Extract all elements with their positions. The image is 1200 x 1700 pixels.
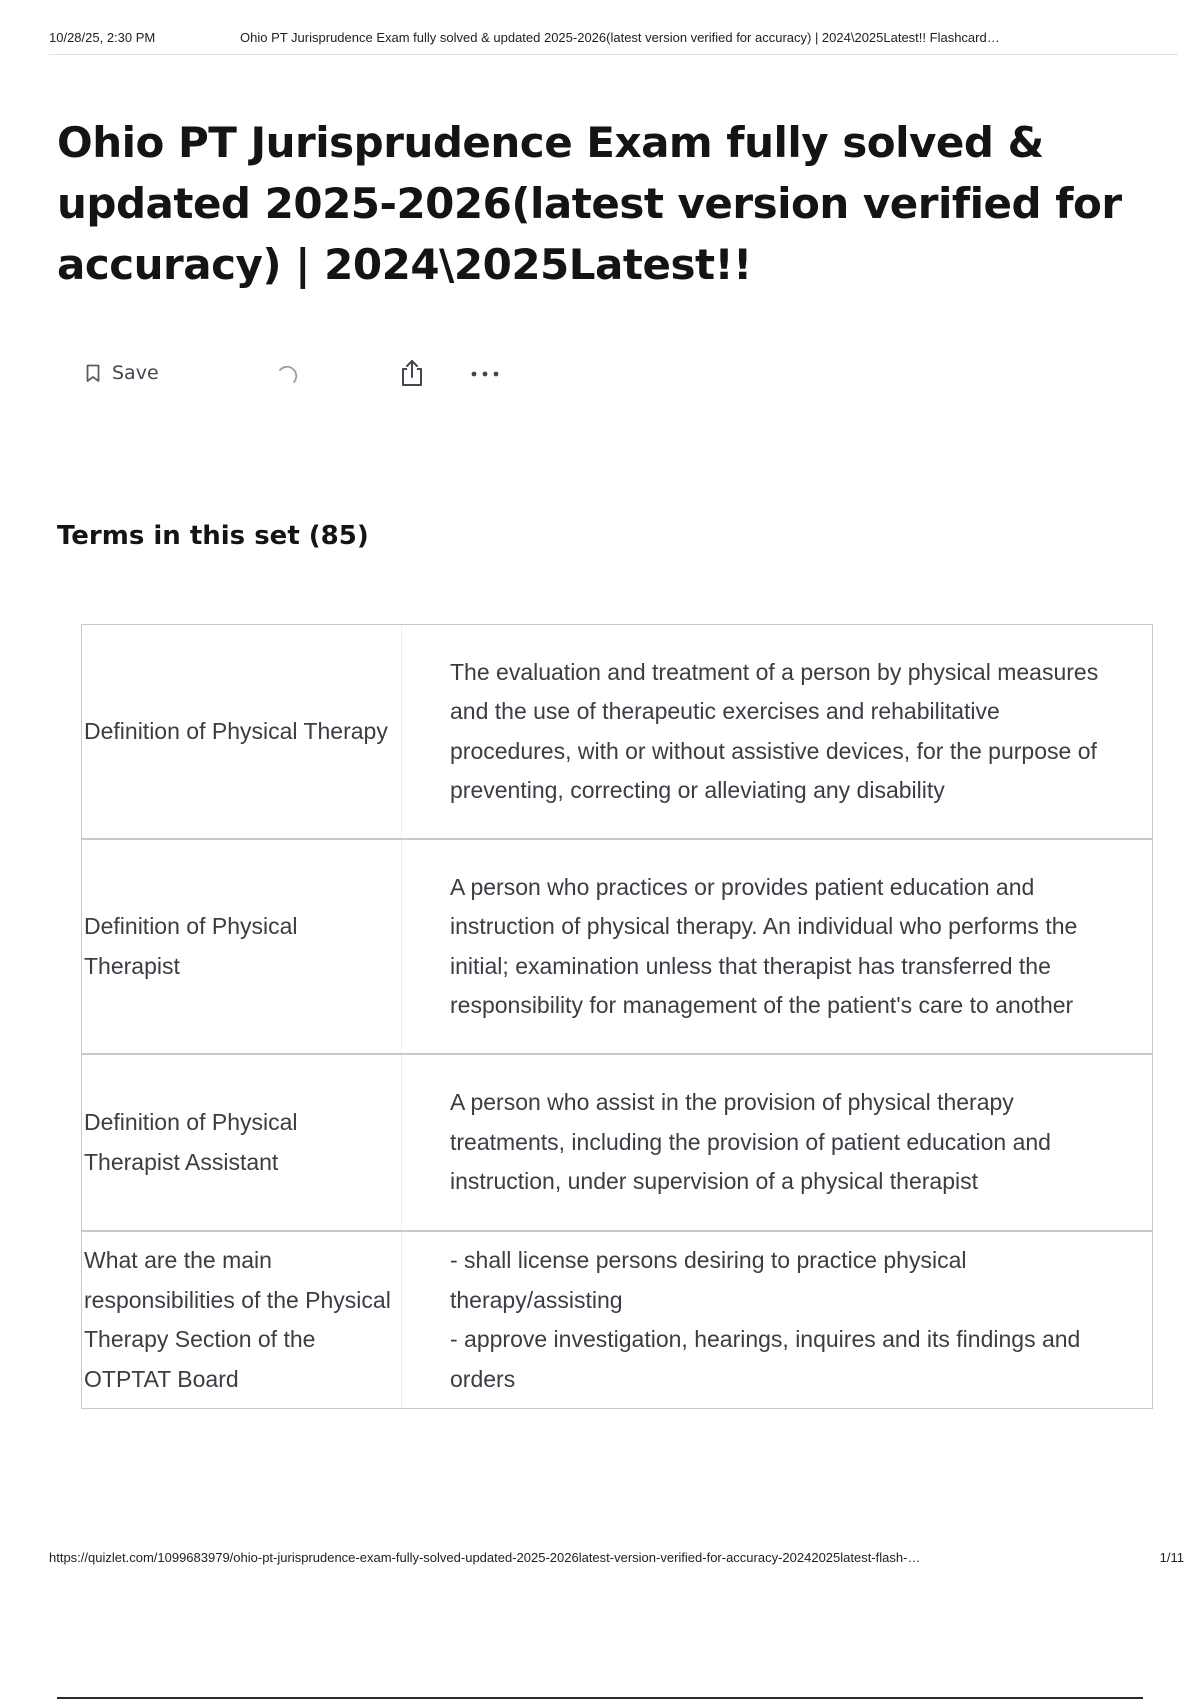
term-text: What are the main responsibilities of the Physical Therapy Section of the OTPTAT Board [84,1247,391,1392]
definition-text: A person who assist in the provision of physical therapy treatments, including the provision of patient education and instruction, under supervision of a physical therapist [450,1089,1051,1195]
definition-text: - shall license persons desiring to practice physical therapy/assisting - approve investigation, hearings, inquires and its findings and orders [450,1247,1081,1392]
save-button[interactable] [86,362,159,384]
term-cell [82,1232,402,1408]
term-cell [82,1055,402,1230]
print-doc-title: Ohio PT Jurisprudence Exam fully solved & updated 2025-2026(latest version verified for accuracy) | 2024\2025Latest!! Flashcard… [240,30,1000,45]
print-header [49,30,1178,55]
term-cell [82,840,402,1053]
terms-heading: Terms in this set (85) [57,521,369,551]
bookmark-icon [86,364,100,383]
definition-text: The evaluation and treatment of a person by physical measures and the use of therapeutic exercises and rehabilitative procedures, with or without assistive devices, for the purpose of preventing, correcting or alleviating any disability [450,658,1099,803]
term-row [82,1232,1152,1408]
term-row [82,840,1152,1055]
divider [57,1697,1143,1699]
definition-cell [402,625,1152,838]
print-url: https://quizlet.com/1099683979/ohio-pt-jurisprudence-exam-fully-solved-updated-2025-2026latest-version-verified-for-accuracy-20242025latest-flash-… [49,1550,921,1565]
share-button[interactable] [398,358,426,388]
terms-table [81,624,1153,1409]
term-cell [82,625,402,838]
definition-cell [402,1055,1152,1230]
definition-cell [402,840,1152,1053]
definition-cell [402,1232,1152,1408]
set-toolbar [86,358,586,394]
term-text: Definition of Physical Therapy [84,717,388,744]
more-options-icon [470,370,500,378]
loading-spinner-icon [276,364,300,388]
page-number: 1/11 [1159,1550,1184,1565]
save-button-label: Save [112,362,159,384]
term-text: Definition of Physical Therapist [84,913,298,979]
term-row [82,625,1152,840]
share-icon [398,358,426,388]
term-row [82,1055,1152,1232]
term-text: Definition of Physical Therapist Assistant [84,1109,298,1175]
definition-text: A person who practices or provides patient education and instruction of physical therapy. An individual who performs the initial; examination unless that therapist has transferred the responsibility for management of the patient's care to another [450,873,1078,1018]
page-title: Ohio PT Jurisprudence Exam fully solved & updated 2025-2026(latest version verified for accuracy) | 2024\2025Latest!! [57,118,1122,289]
more-options-button[interactable] [470,370,500,378]
print-date: 10/28/25, 2:30 PM [49,30,156,45]
